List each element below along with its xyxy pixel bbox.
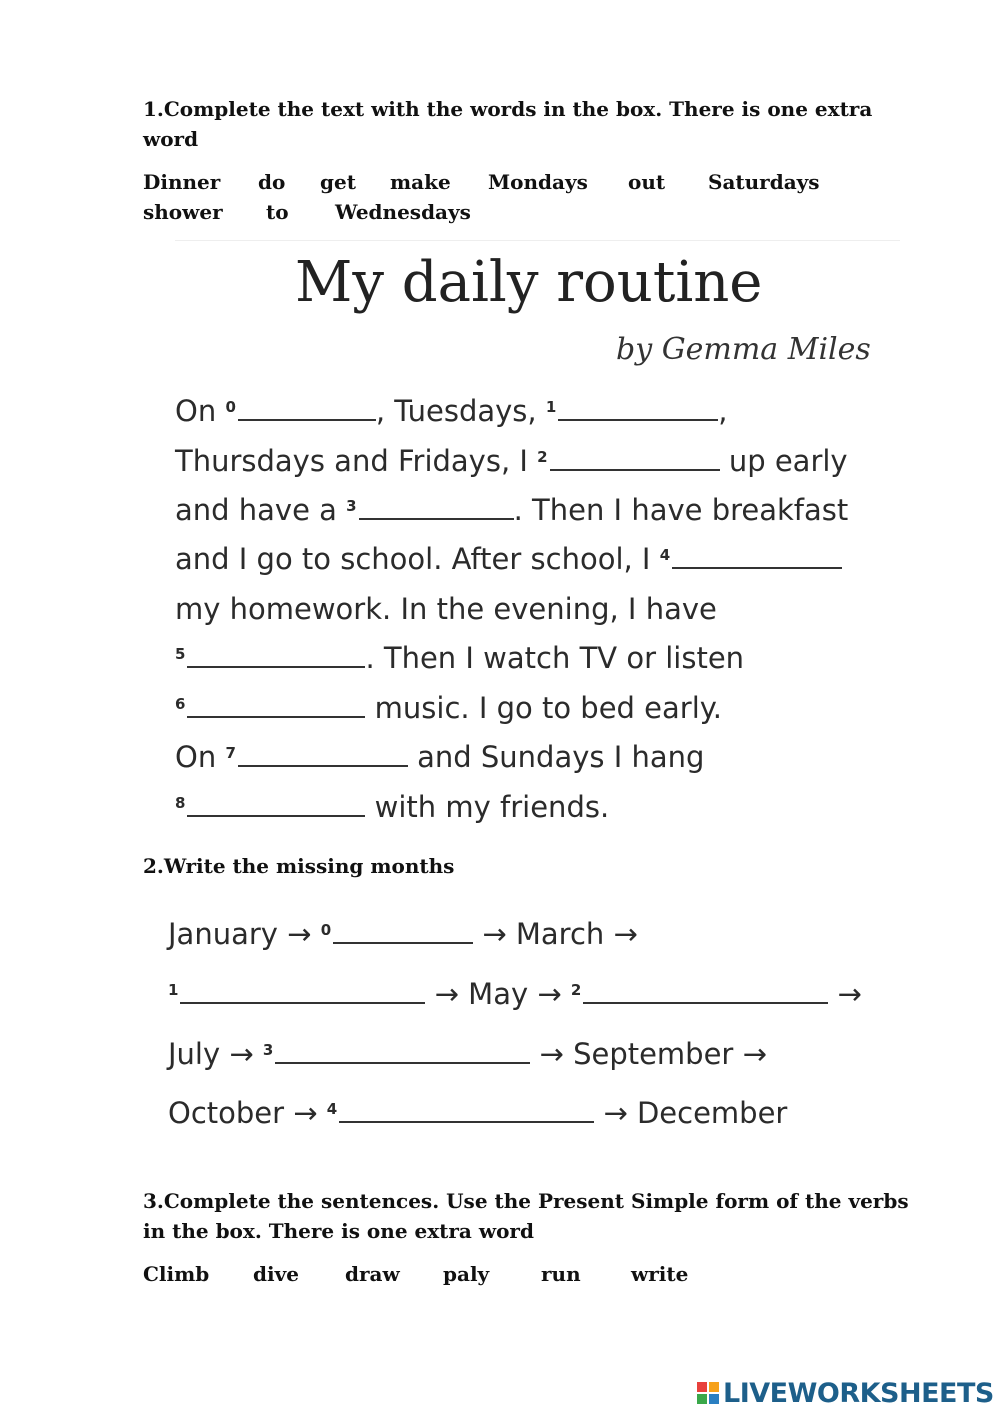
reading-line: $^6$ music. I go to bed early. — [175, 691, 723, 725]
months-line: July → $^3$ → September → — [168, 1037, 767, 1071]
reading-line: On $^7$ and Sundays I hang — [175, 740, 705, 774]
word-box-item: Mondays — [488, 170, 588, 194]
word-box-1 — [143, 167, 843, 227]
reading-author: by Gemma Miles — [616, 332, 871, 367]
word-box-item: Saturdays — [708, 170, 820, 194]
answer-blank-0[interactable] — [238, 393, 376, 421]
divider — [175, 240, 900, 241]
answer-blank-6[interactable] — [187, 690, 365, 718]
word-box-item: paly — [443, 1262, 490, 1286]
answer-blank-3[interactable] — [359, 492, 514, 520]
month-blank-2[interactable] — [583, 976, 828, 1004]
word-box-item: shower — [143, 200, 223, 224]
reading-title: My daily routine — [295, 250, 763, 315]
word-box-item: Wednesdays — [335, 200, 471, 224]
month-blank-4[interactable] — [339, 1095, 594, 1123]
liveworksheets-logo — [697, 1376, 994, 1410]
word-box-item: to — [266, 200, 289, 224]
answer-blank-4[interactable] — [672, 541, 842, 569]
reading-line: and I go to school. After school, I $^4$ — [175, 541, 842, 577]
word-box-item: do — [258, 170, 286, 194]
reading-line: On $^0$ , Tuesdays, $^1$ , — [175, 394, 728, 428]
word-box-item: make — [390, 170, 451, 194]
word-box-item: write — [631, 1262, 689, 1286]
reading-line: $^5$ . Then I watch TV or listen — [175, 641, 745, 675]
word-box-item: out — [628, 170, 666, 194]
word-box-item: draw — [345, 1262, 400, 1286]
word-box-item: get — [320, 170, 356, 194]
answer-blank-8[interactable] — [187, 789, 365, 817]
reading-line: Thursdays and Fridays, I $^2$ up early — [175, 444, 848, 478]
section2-instruction: 2.Write the missing months — [143, 854, 455, 878]
word-box-item: run — [541, 1262, 581, 1286]
section3-instruction: 3.Complete the sentences. Use the Present Simple form of the verbs in the box. There is one extra word — [143, 1189, 909, 1243]
reading-line: $^8$ with my friends. — [175, 790, 610, 824]
section1-instruction: 1.Complete the text with the words in the box. There is one extra word — [143, 97, 873, 151]
word-box-item: Climb — [143, 1262, 210, 1286]
months-line: January → $^0$ → March → — [168, 917, 638, 951]
logo-mark-icon — [697, 1382, 719, 1404]
month-blank-1[interactable] — [180, 976, 425, 1004]
reading-line: my homework. In the evening, I have — [175, 592, 717, 626]
answer-blank-2[interactable] — [550, 443, 720, 471]
answer-blank-5[interactable] — [187, 640, 365, 668]
answer-blank-7[interactable] — [238, 739, 408, 767]
months-line: October → $^4$ → December — [168, 1096, 788, 1130]
month-blank-0[interactable] — [333, 916, 473, 944]
word-box-3 — [143, 1259, 843, 1289]
word-box-item: dive — [253, 1262, 299, 1286]
word-box-item: Dinner — [143, 170, 221, 194]
months-line: $^1$ → May → $^2$ → — [168, 977, 862, 1011]
reading-line: and have a $^3$ . Then I have breakfast — [175, 493, 849, 527]
answer-blank-1[interactable] — [558, 393, 718, 421]
month-blank-3[interactable] — [275, 1036, 530, 1064]
logo-text: LIVEWORKSHEETS — [723, 1377, 994, 1409]
